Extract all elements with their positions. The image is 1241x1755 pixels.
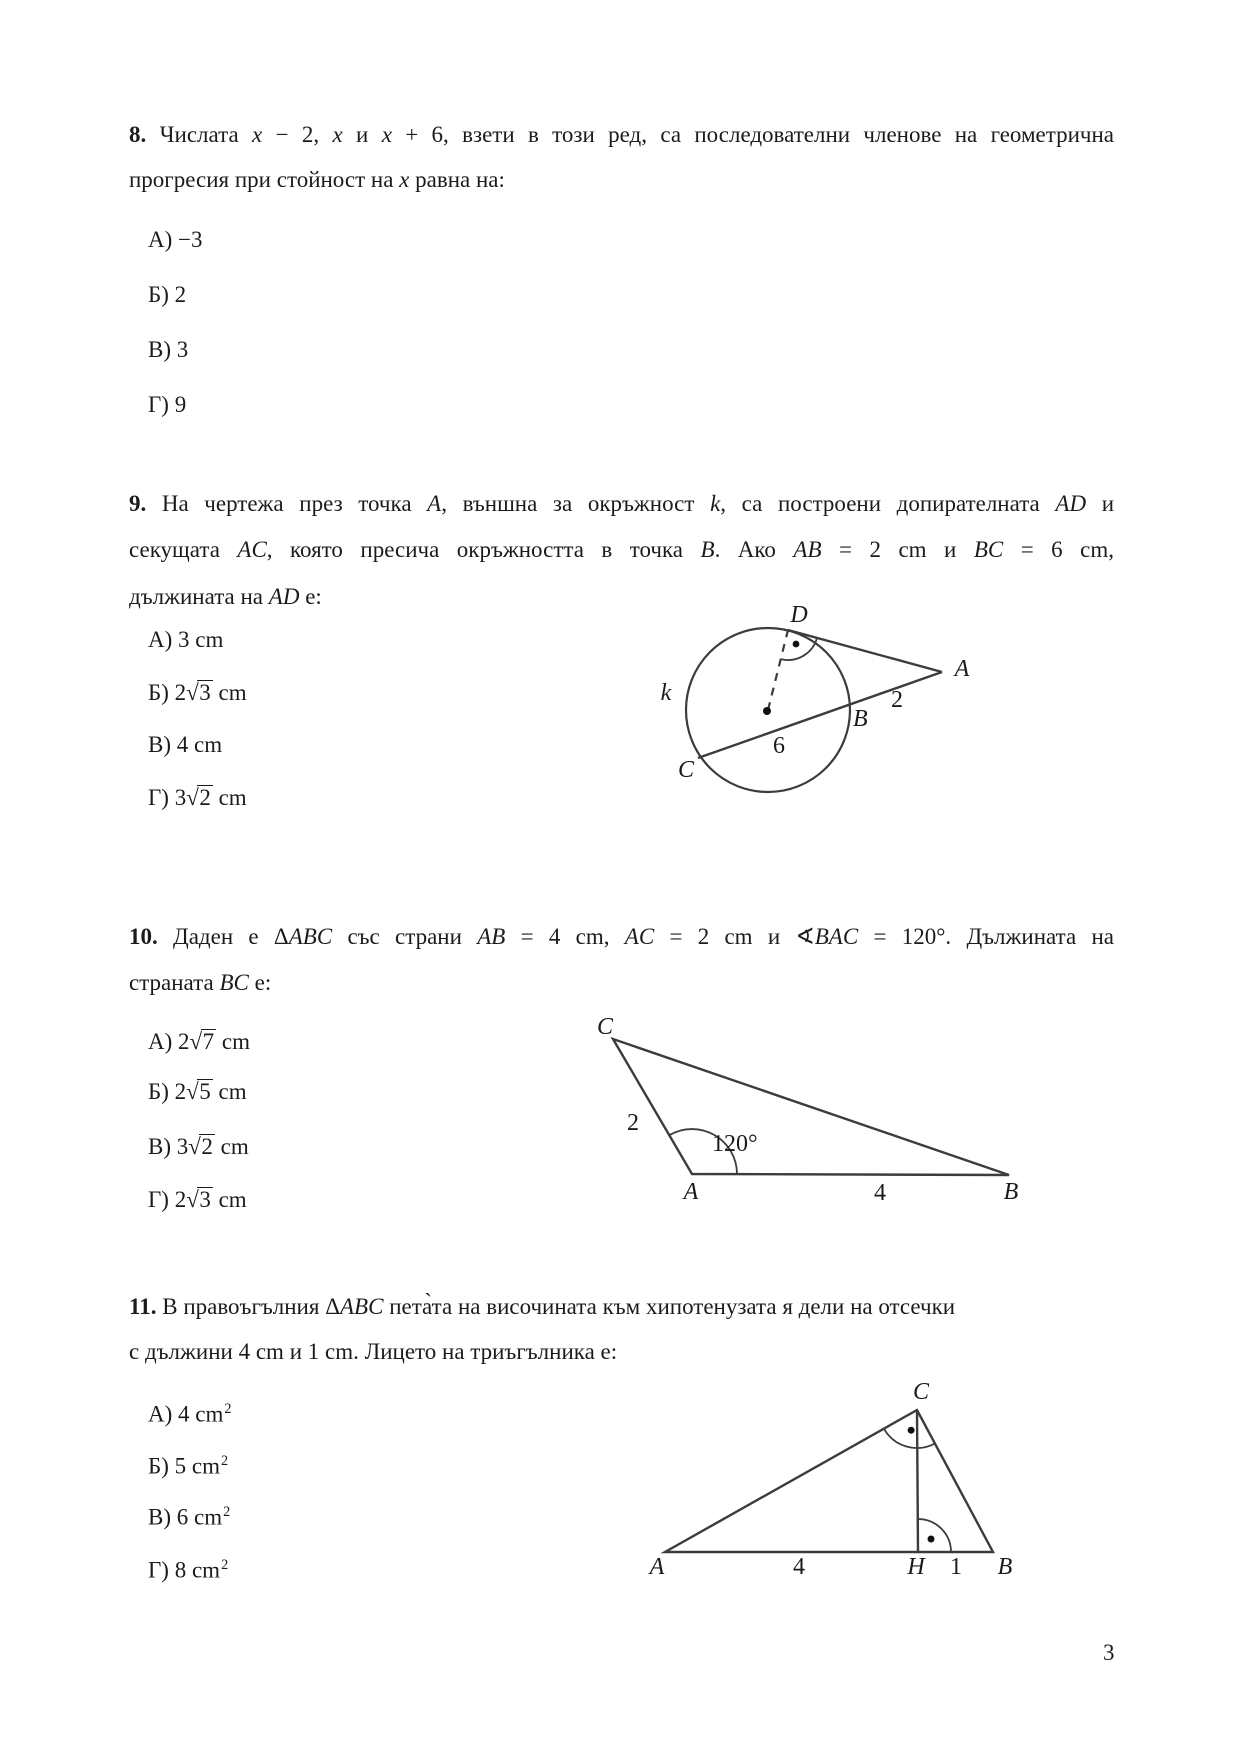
question-10-option-v: В) 3√2 cm [148, 1134, 249, 1159]
question-10-option-g: Г) 2√3 cm [148, 1187, 247, 1212]
question-11-option-g: Г) 8 $cm^2$ [148, 1557, 229, 1583]
question-11-line-1: 11. В правоъгълния ΔABC пета̀та на височината към хипотенузата я дели на отсечки [129, 1294, 956, 1319]
label-point-C: C [596, 1014, 614, 1040]
page-number: 3 [1103, 1640, 1115, 1665]
label-side-AC: 2 [627, 1110, 639, 1136]
question-11-line-2: с дължини 4 cm и 1 cm. Лицето на триъгълника е: [129, 1339, 618, 1364]
angle-arc-H [918, 1519, 951, 1552]
question-8-option-g: Г) 9 [148, 392, 187, 417]
label-segment-AH: 4 [793, 1554, 805, 1580]
label-point-B: B [997, 1554, 1013, 1580]
question-11-option-a: А) 4 $cm^2$ [148, 1401, 232, 1427]
question-8-option-a: А) −3 [148, 227, 203, 252]
question-10-option-b: Б) 2√5 cm [148, 1079, 247, 1104]
label-point-A: A [683, 1179, 699, 1205]
label-side-AB: 4 [874, 1180, 886, 1206]
label-point-B: B [1003, 1179, 1019, 1205]
triangle-120-diagram [580, 1010, 1040, 1210]
label-circle-k: k [660, 680, 672, 706]
question-10-line-1: 10. Даден е ΔABC със страни AB = 4 cm, AC = 2 cm и ∢BAC = 120°. Дължината на [129, 924, 1114, 949]
circle-center-dot [763, 707, 771, 715]
label-point-A: A [649, 1554, 665, 1580]
label-point-C: C [912, 1379, 930, 1405]
label-point-B: B [853, 706, 868, 732]
tangent-line-DA [788, 630, 942, 672]
question-10-line-2: страната BC е: [129, 970, 272, 995]
radius-dashed-line [768, 630, 788, 710]
question-8-line-1: 8. Числата x − 2, x и x + 6, взети в този ред, са последователни членове на геометрична [129, 122, 1114, 147]
question-9-option-a: А) 3 cm [148, 627, 224, 652]
right-angle-dot-D [793, 641, 800, 648]
triangle-abc-outline [613, 1039, 1009, 1175]
question-10-option-a: А) 2√7 cm [148, 1029, 251, 1054]
angle-dot-C [908, 1427, 915, 1434]
label-segment-AB: 2 [891, 687, 903, 713]
label-point-A: A [954, 656, 970, 682]
circle-tangent-secant-diagram [600, 595, 1020, 805]
question-9-option-g: Г) 3√2 cm [148, 785, 247, 810]
question-9-option-b: Б) 2√3 cm [148, 680, 247, 705]
question-9-line-2: секущата AC, която пресича окръжността в точка B. Ако AB = 2 cm и BC = 6 cm, [129, 537, 1114, 562]
question-8-option-v: В) 3 [148, 337, 189, 362]
question-9-line-3: дължината на AD е: [129, 584, 322, 609]
question-9-line-1: 9. На чертежа през точка A, външна за окръжност k, са построени допирателната AD и [129, 491, 1115, 516]
label-segment-BC: 6 [773, 733, 785, 759]
angle-dot-H [928, 1536, 935, 1543]
label-point-D: D [790, 602, 808, 628]
altitude-CH [917, 1410, 918, 1552]
question-8-option-b: Б) 2 [148, 282, 187, 307]
question-11-option-v: В) 6 $cm^2$ [148, 1504, 231, 1530]
label-segment-HB: 1 [950, 1554, 962, 1580]
label-point-H: H [907, 1554, 925, 1580]
question-8-line-2: прогресия при стойност на x равна на: [129, 167, 505, 192]
secant-line-CA [698, 672, 942, 758]
question-9-option-v: В) 4 cm [148, 732, 223, 757]
label-point-C: C [677, 757, 695, 783]
label-angle-120: 120° [712, 1131, 758, 1157]
question-11-option-b: Б) 5 $cm^2$ [148, 1453, 229, 1479]
right-triangle-altitude-diagram [630, 1375, 1030, 1590]
